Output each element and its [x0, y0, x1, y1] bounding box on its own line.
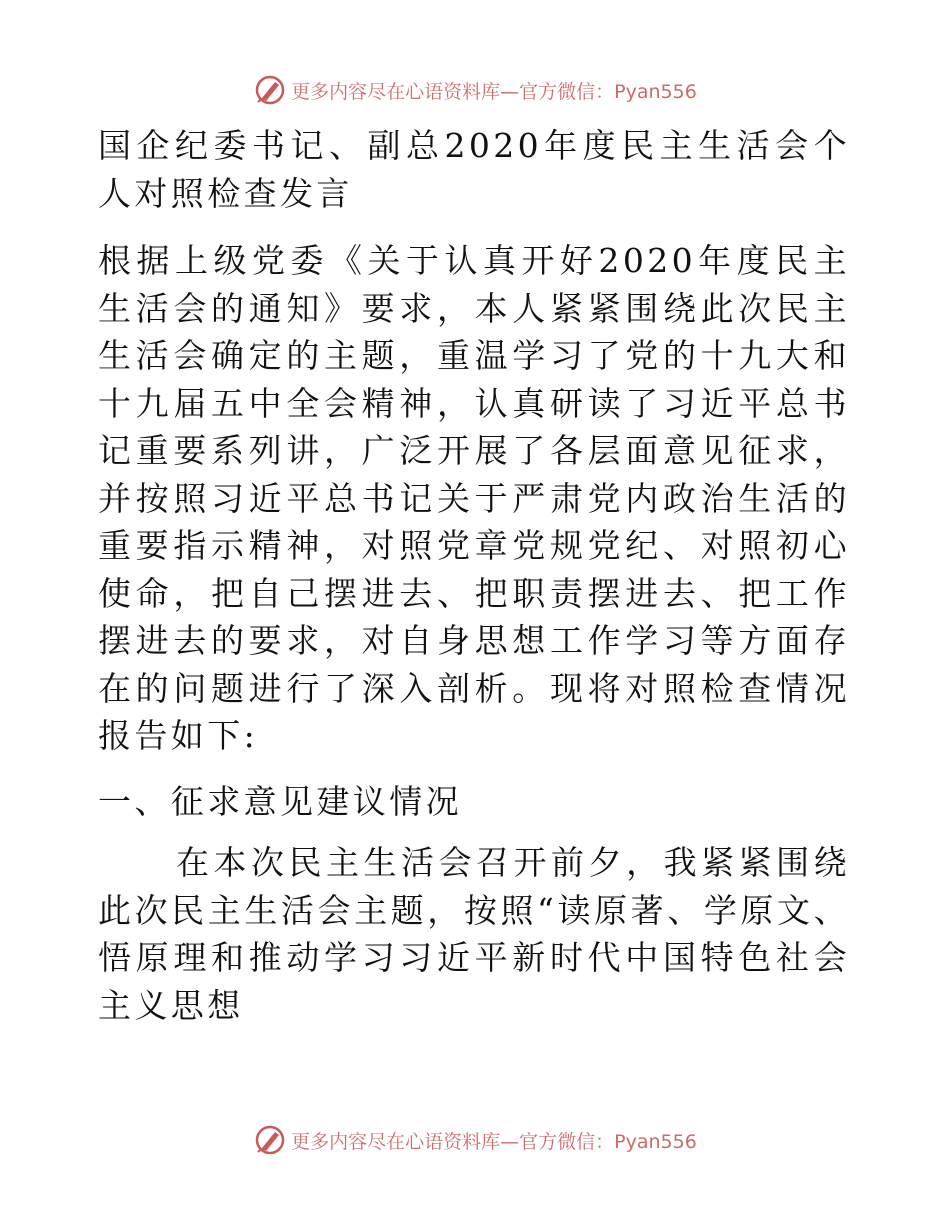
document-body	[98, 122, 850, 1029]
header-watermark	[0, 70, 950, 110]
section-heading: 一、征求意见建议情况	[98, 781, 462, 821]
intro-paragraph: 根据上级党委《关于认真开好2020年度民主生活会的通知》要求，本人紧紧围绕此次民主生活会确定的主题，重温学习了党的十九大和十九届五中全会精神，认真研读了习近平总书记重要系列讲，广泛开展了各层面意见征求，并按照习近平总书记关于严肃党内政治生活的重要指示精神，对照党章党规党纪、对照初心使命，把自己摆进去、把职责摆进去、把工作摆进去的要求，对自身思想工作学习等方面存在的问题进行了深入剖析。现将对照检查情况报告如下:	[98, 241, 850, 755]
watermark-text: 更多内容尽在心语资料库—官方微信：Pyan556	[291, 1130, 697, 1153]
watermark-text: 更多内容尽在心语资料库—官方微信：Pyan556	[291, 80, 697, 103]
section-paragraph: 在本次民主生活会召开前夕，我紧紧围绕此次民主生活会主题，按照“读原著、学原文、悟原理和推动学习习近平新时代中国特色社会主义思想	[98, 843, 850, 1025]
pen-seal-icon	[253, 73, 287, 107]
document-title: 国企纪委书记、副总2020年度民主生活会个人对照检查发言	[98, 126, 850, 213]
pen-seal-icon	[253, 1123, 287, 1157]
footer-watermark	[0, 1120, 950, 1160]
